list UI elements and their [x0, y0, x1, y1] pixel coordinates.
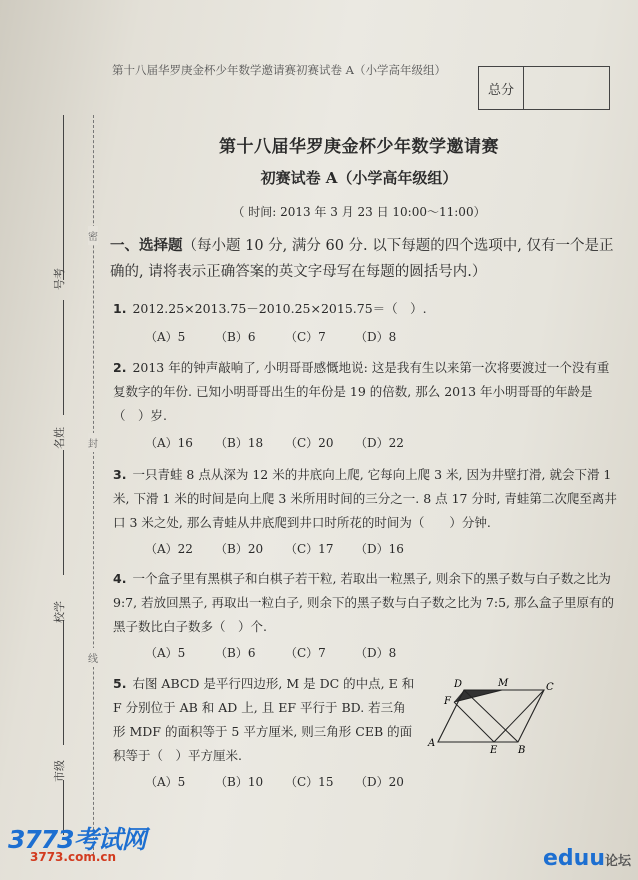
- name-rule-top: [63, 300, 64, 415]
- option-d: （D）22: [355, 436, 404, 450]
- option-d: （D）8: [355, 330, 397, 344]
- question-3: [113, 463, 618, 535]
- seal-mark-1: 密: [88, 226, 98, 245]
- question-2: [113, 356, 618, 428]
- question-4-options: [145, 644, 425, 661]
- option-c: （C）20: [285, 436, 334, 450]
- segment-ce: [494, 690, 544, 742]
- school-rule: [63, 620, 64, 745]
- question-text: 2012.25×2013.75－2010.25×2015.75＝（ ）.: [132, 301, 427, 316]
- label-a: A: [428, 738, 436, 749]
- exam-title: 第十八届华罗庚金杯少年数学邀请赛: [219, 137, 499, 157]
- question-number: 5.: [113, 676, 127, 691]
- option-c: （C）7: [285, 646, 326, 660]
- question-1: [113, 297, 618, 321]
- option-b: （B）18: [215, 436, 264, 450]
- option-b: （B）10: [215, 775, 264, 789]
- label-m: M: [498, 678, 509, 689]
- label-e: E: [490, 745, 498, 756]
- total-score-box: [478, 66, 610, 110]
- question-4: [113, 567, 618, 639]
- total-score-label: 总分: [479, 67, 524, 109]
- exam-number-label: 号考: [53, 268, 66, 290]
- label-b: B: [518, 745, 526, 756]
- segment-ef: [454, 702, 494, 742]
- option-a: （A）5: [145, 646, 186, 660]
- forum-logo-text: eduu: [543, 846, 605, 871]
- question-text: 一个盒子里有黑棋子和白棋子若干粒, 若取出一粒黑子, 则余下的黑子数与白子数之比为 9:7, 若放回黑子, 再取出一粒白子, 则余下的黑子数与白子数之比为 7:5, 那么盒子里原有的黑子数比白子数多（ ）个.: [113, 571, 614, 634]
- question-1-options: [145, 328, 425, 345]
- parallelogram-figure: [426, 676, 566, 756]
- question-text: 右图 ABCD 是平行四边形, M 是 DC 的中点, E 和 F 分别位于 AB 和 AD 上, 且 EF 平行于 BD. 若三角形 MDF 的面积等于 5 平方厘米, 则三角形 CEB 的面积等于（ ）平方厘米.: [113, 676, 415, 763]
- running-header: 第十八届华罗庚金杯少年数学邀请赛初赛试卷 A（小学高年级组）: [112, 63, 446, 77]
- option-c: （C）17: [285, 542, 334, 556]
- section-instructions: （每小题 10 分, 满分 60 分. 以下每题的四个选项中, 仅有一个是正确的, 请将表示正确答案的英文字母写在每题的圆括号内.）: [110, 238, 614, 280]
- question-number: 1.: [113, 301, 127, 316]
- site-logo-watermark: 3773考试网: [8, 825, 146, 854]
- total-score-cell[interactable]: [524, 67, 609, 109]
- option-c: （C）15: [285, 775, 334, 789]
- label-d: D: [454, 679, 463, 690]
- option-a: （A）5: [145, 775, 186, 789]
- option-b: （B）20: [215, 542, 264, 556]
- option-d: （D）8: [355, 646, 397, 660]
- question-number: 4.: [113, 571, 127, 586]
- question-5: [113, 672, 418, 768]
- seal-mark-2: 封: [88, 433, 98, 452]
- option-a: （A）22: [145, 542, 193, 556]
- forum-suffix-text: 论坛: [605, 854, 632, 869]
- school-label: 校学: [53, 601, 66, 623]
- option-b: （B）6: [215, 646, 256, 660]
- section-heading: 一、选择题: [110, 238, 183, 254]
- question-3-options: [145, 540, 425, 557]
- option-a: （A）5: [145, 330, 186, 344]
- site-url-watermark: 3773.com.cn: [30, 850, 117, 864]
- exam-subtitle: 初赛试卷 A（小学高年级组）: [260, 169, 458, 187]
- option-d: （D）20: [355, 775, 404, 789]
- name-rule-bottom: [63, 450, 64, 575]
- name-label: 名姓: [53, 427, 66, 449]
- question-text: 一只青蛙 8 点从深为 12 米的井底向上爬, 它每向上爬 3 米, 因为井壁打滑, 就会下滑 1 米, 下滑 1 米的时间是向上爬 3 米所用时间的三分之一. 8 点 17 分时, 青蛙第二次爬至离井口 3 米之处, 那么青蛙从井底爬到井口时所花的时间为（ ）分钟.: [113, 467, 617, 530]
- option-a: （A）16: [145, 436, 193, 450]
- option-b: （B）6: [215, 330, 256, 344]
- question-5-options: [145, 773, 425, 790]
- question-2-options: [145, 434, 425, 451]
- question-text: 2013 年的钟声敲响了, 小明哥哥感慨地说: 这是我有生以来第一次将要渡过一个没有重复数字的年份. 已知小明哥哥出生的年份是 19 的倍数, 那么 2013 年小明哥哥的年龄是（ ）岁.: [113, 360, 610, 423]
- label-c: C: [546, 682, 554, 693]
- question-number: 3.: [113, 467, 127, 482]
- city-label: 市级: [53, 760, 66, 782]
- question-number: 2.: [113, 360, 127, 375]
- section-intro: [110, 233, 615, 285]
- option-c: （C）7: [285, 330, 326, 344]
- exam-time: （ 时间: 2013 年 3 月 23 日 10:00～11:00）: [232, 205, 486, 219]
- seal-mark-3: 线: [88, 648, 98, 667]
- label-f: F: [444, 696, 451, 707]
- forum-logo-watermark: [543, 846, 631, 871]
- option-d: （D）16: [355, 542, 404, 556]
